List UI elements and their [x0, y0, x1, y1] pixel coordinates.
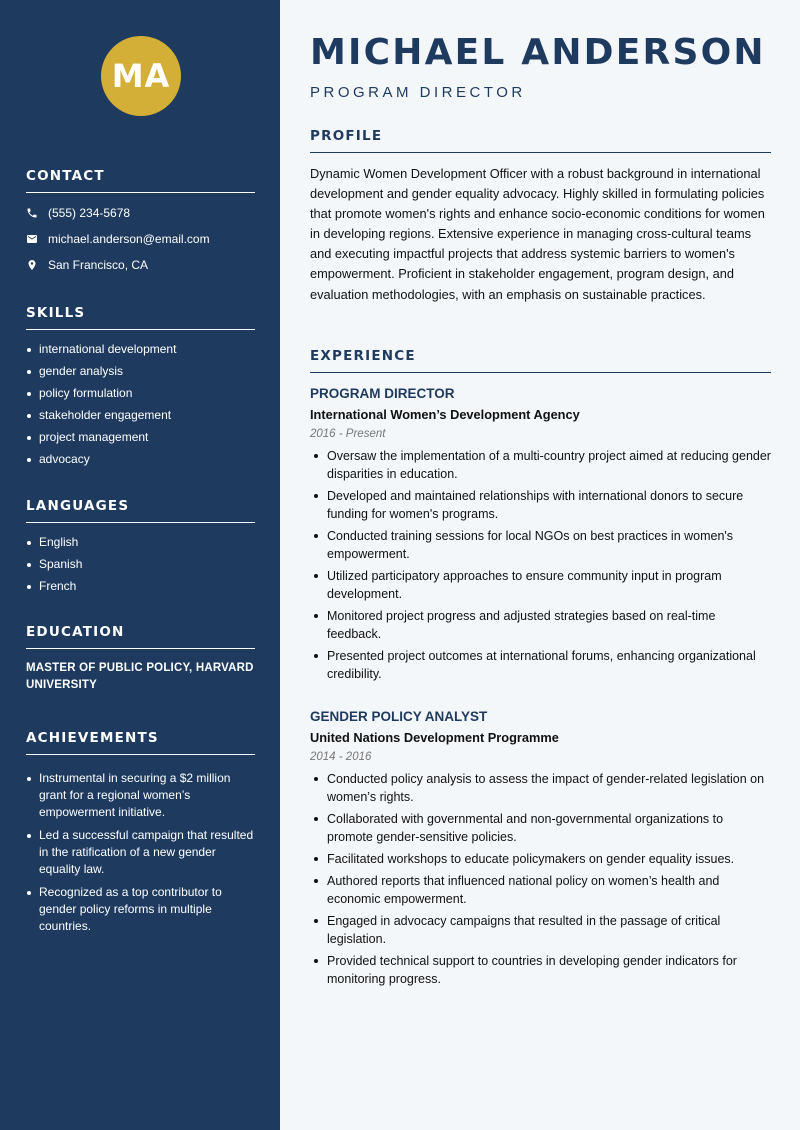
mail-icon: [26, 233, 38, 245]
skill-item: policy formulation: [26, 385, 255, 402]
skills-section: [26, 305, 255, 473]
skill-item: international development: [26, 341, 255, 358]
sidebar: [0, 0, 280, 1130]
education-degree: MASTER OF PUBLIC POLICY, HARVARD UNIVERSITY: [26, 662, 254, 691]
experience-heading: EXPERIENCE: [310, 348, 771, 373]
contact-heading: CONTACT: [26, 168, 255, 193]
candidate-title: PROGRAM DIRECTOR: [310, 84, 526, 101]
contact-location: [26, 256, 255, 274]
skill-item: gender analysis: [26, 363, 255, 380]
education-section: [26, 624, 255, 694]
achievements-heading: ACHIEVEMENTS: [26, 730, 255, 755]
languages-section: [26, 498, 255, 600]
email-text: michael.anderson@email.com: [48, 232, 210, 246]
education-heading: EDUCATION: [26, 624, 255, 649]
languages-heading: LANGUAGES: [26, 498, 255, 523]
job-bullet: Collaborated with governmental and non-governmental organizations to promote gender-sensitive policies.: [310, 810, 771, 846]
skills-heading: SKILLS: [26, 305, 255, 330]
achievement-item: Instrumental in securing a $2 million grant for a regional women’s empowerment initiative.: [26, 770, 255, 821]
language-item: English: [26, 534, 255, 551]
achievement-item: Recognized as a top contributor to gender policy reforms in multiple countries.: [26, 884, 255, 935]
skill-item: project management: [26, 429, 255, 446]
job-bullet: Conducted policy analysis to assess the impact of gender-related legislation on women’s rights.: [310, 770, 771, 806]
phone-icon: [26, 207, 38, 219]
job-bullet: Presented project outcomes at international forums, enhancing organizational credibility.: [310, 647, 771, 683]
location-pin-icon: [26, 259, 38, 271]
job-bullet: Conducted training sessions for local NGOs on best practices in women's empowerment.: [310, 527, 771, 563]
avatar: MA: [101, 36, 181, 116]
job-company: United Nations Development Programme: [310, 730, 559, 745]
job-bullet: Provided technical support to countries in developing gender indicators for monitoring progress.: [310, 952, 771, 988]
job-bullet: Authored reports that influenced national policy on women’s health and economic empowerment.: [310, 872, 771, 908]
job-entry: [310, 386, 771, 687]
job-entry: [310, 709, 771, 992]
job-bullet: Oversaw the implementation of a multi-country project aimed at reducing gender disparities in education.: [310, 447, 771, 483]
contact-section: [26, 168, 255, 274]
contact-phone: [26, 204, 255, 222]
skill-item: stakeholder engagement: [26, 407, 255, 424]
job-company: International Women’s Development Agency: [310, 407, 580, 422]
job-dates: 2014 - 2016: [310, 751, 372, 763]
candidate-name: MICHAEL ANDERSON: [310, 32, 766, 73]
job-dates: 2016 - Present: [310, 428, 386, 440]
profile-heading: PROFILE: [310, 128, 771, 153]
language-item: French: [26, 578, 255, 595]
job-title: GENDER POLICY ANALYST: [310, 709, 488, 724]
phone-text: (555) 234-5678: [48, 206, 131, 220]
profile-text: Dynamic Women Development Officer with a robust background in international development and gender equality advocacy. Highly skilled in formulating policies that promote women's rights and enhance socio-economic conditions for women in developing regions. Extensive experience in managing cross-cultural teams and executing impactful projects that address systemic barriers to women's empowerment. Proficient in stakeholder engagement, program design, and evaluation methodologies, with an emphasis on sustainable practices.: [310, 166, 765, 302]
location-text: San Francisco, CA: [48, 258, 149, 272]
achievements-section: [26, 730, 255, 941]
job-title: PROGRAM DIRECTOR: [310, 386, 455, 401]
contact-email: [26, 230, 255, 248]
achievement-item: Led a successful campaign that resulted in the ratification of a new gender equality law.: [26, 827, 255, 878]
job-bullet: Developed and maintained relationships with international donors to secure funding for women's programs.: [310, 487, 771, 523]
job-bullet: Engaged in advocacy campaigns that resulted in the passage of critical legislation.: [310, 912, 771, 948]
job-bullet: Utilized participatory approaches to ensure community input in program development.: [310, 567, 771, 603]
skill-item: advocacy: [26, 451, 255, 468]
job-bullet: Facilitated workshops to educate policymakers on gender equality issues.: [310, 850, 771, 868]
language-item: Spanish: [26, 556, 255, 573]
job-bullet: Monitored project progress and adjusted strategies based on real-time feedback.: [310, 607, 771, 643]
